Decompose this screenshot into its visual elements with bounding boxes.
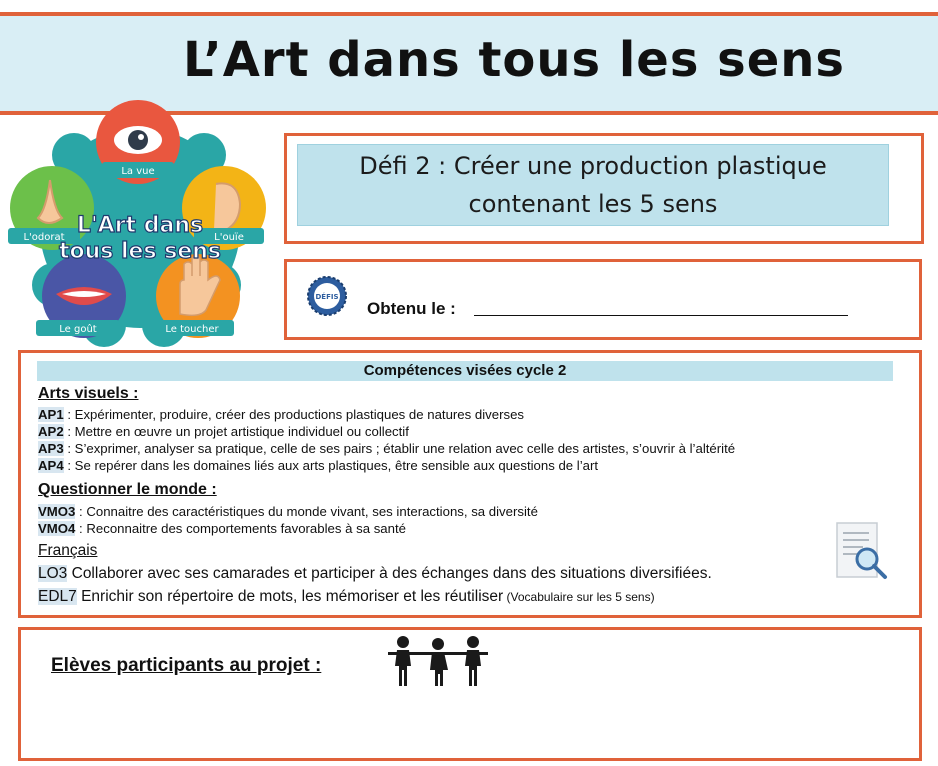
logo-title-line2: tous les sens <box>58 239 222 264</box>
badge-icon <box>307 276 347 316</box>
five-senses-logo <box>4 100 276 356</box>
page-title: L’Art dans tous les sens <box>183 32 845 88</box>
skill-code: VMO3 <box>38 504 76 519</box>
skill-code: LO3 <box>38 565 68 582</box>
skill-line <box>38 504 538 519</box>
skill-code: AP4 <box>38 458 64 473</box>
date-blank-line <box>474 315 848 316</box>
skill-line <box>38 588 655 606</box>
skill-text: : Expérimenter, produire, créer des productions plastiques de natures diverses <box>63 407 524 422</box>
skills-box <box>18 350 922 618</box>
obtained-label: Obtenu le : <box>367 299 456 318</box>
skill-text: Collaborer avec ses camarades et participer à des échanges dans des situations diversifiées. <box>67 565 712 582</box>
skill-text: : Connaitre des caractéristiques du monde vivant, ses interactions, sa diversité <box>75 504 538 519</box>
skill-line <box>38 458 598 473</box>
challenge-title-line2: contenant les 5 sens <box>468 190 718 218</box>
skill-text: : S’exprimer, analyser sa pratique, celle de ses pairs ; établir une relation avec celle des artistes, s’ouvrir à l’altérité <box>63 441 736 456</box>
students-label: Elèves participants au projet : <box>51 655 322 676</box>
skill-line <box>38 565 712 583</box>
children-group-icon <box>388 635 488 687</box>
logo-sense-label: L'odorat <box>23 232 65 243</box>
skill-line <box>38 521 406 536</box>
challenge-banner <box>297 144 889 226</box>
logo-sense-label: L'ouïe <box>214 232 244 243</box>
skill-note: (Vocabulaire sur les 5 sens) <box>503 590 655 604</box>
skill-text: : Reconnaitre des comportements favorables à sa santé <box>75 521 406 536</box>
arts-section-title: Arts visuels : <box>38 385 139 402</box>
skill-code: AP1 <box>38 407 64 422</box>
skill-code: VMO4 <box>38 521 76 536</box>
world-section-title: Questionner le monde : <box>38 481 217 498</box>
skill-code: AP2 <box>38 424 64 439</box>
logo-sense-label: La vue <box>121 166 155 177</box>
skill-text: Enrichir son répertoire de mots, les mémoriser et les réutiliser <box>76 588 504 605</box>
badge-label: DÉFIS <box>315 293 339 301</box>
document-search-icon <box>833 521 893 581</box>
skill-text: : Se repérer dans les domaines liés aux arts plastiques, être sensible aux questions de l’art <box>63 458 599 473</box>
skill-line <box>38 424 409 439</box>
skill-line <box>38 441 735 456</box>
logo-sense-label: Le toucher <box>165 324 219 335</box>
challenge-title-line1: Défi 2 : Créer une production plastique <box>359 152 827 180</box>
skill-text: : Mettre en œuvre un projet artistique individuel ou collectif <box>63 424 409 439</box>
skill-code: EDL7 <box>38 588 77 605</box>
skill-code: AP3 <box>38 441 64 456</box>
logo-sense-label: Le goût <box>59 324 97 335</box>
skill-line <box>38 407 524 422</box>
logo-title-line1: L'Art dans <box>76 213 204 238</box>
challenge-box <box>284 133 924 244</box>
obtained-box <box>284 259 922 340</box>
french-section-title: Français <box>38 542 98 559</box>
students-box <box>18 627 922 761</box>
skills-heading: Compétences visées cycle 2 <box>37 361 893 381</box>
